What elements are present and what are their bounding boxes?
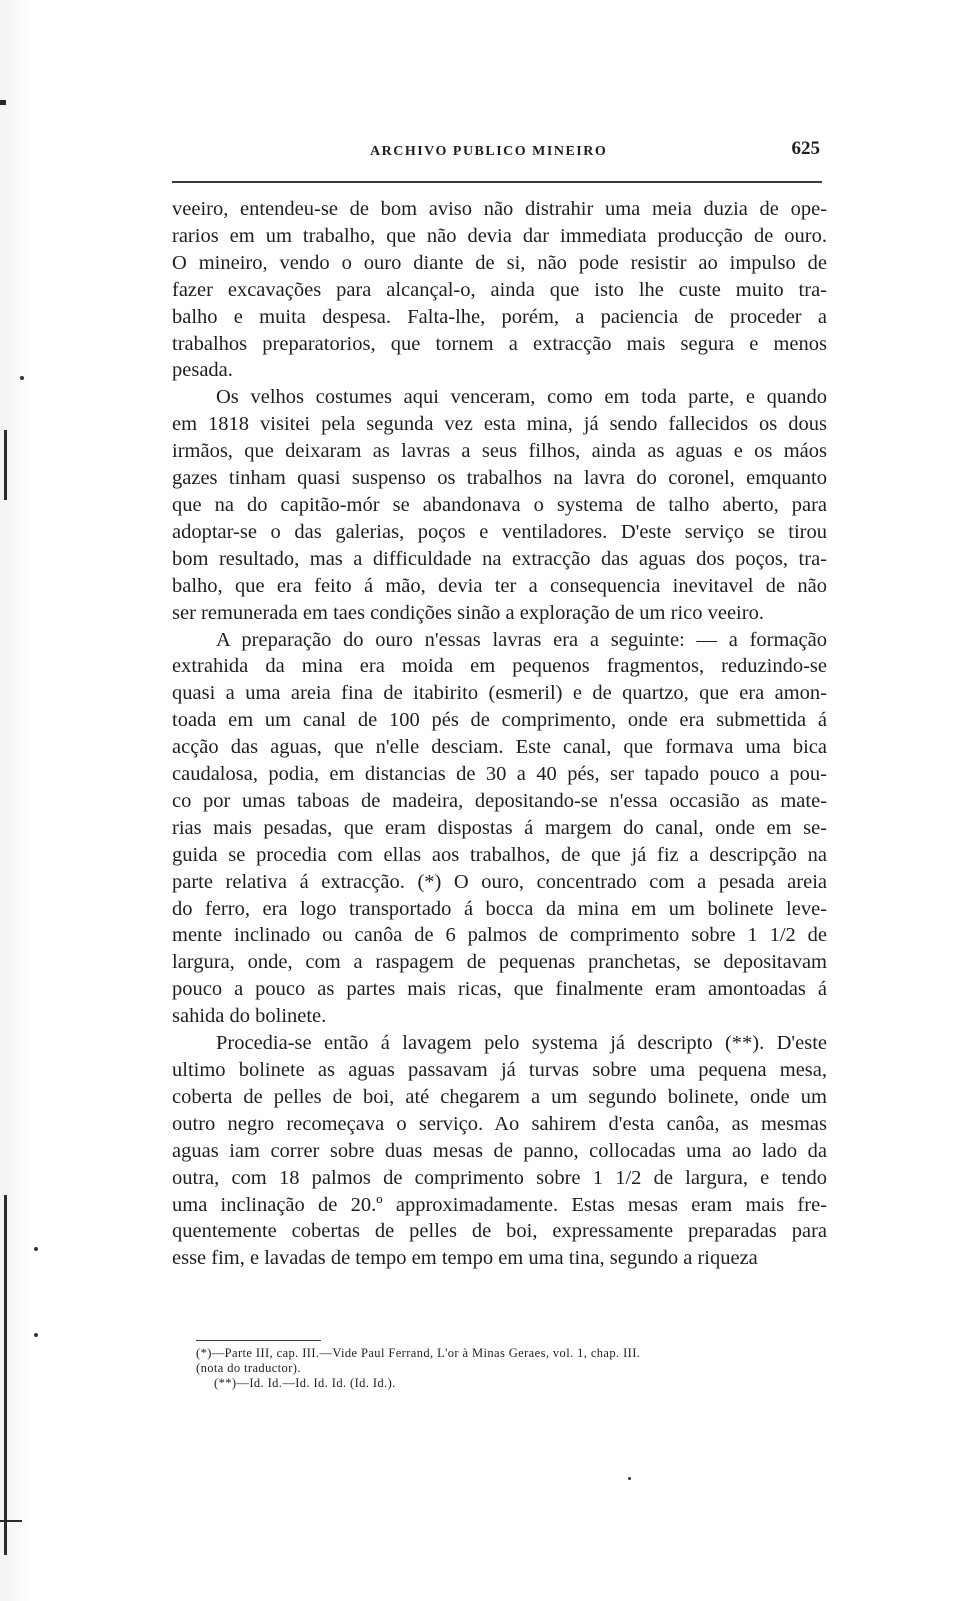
text-line: irmãos, que deixaram as lavras a seus filhos, ainda as aguas e os máos [172,440,827,463]
text-line: fazer excavações para alcançal-o, ainda que isto lhe custe muito tra- [172,278,827,301]
binding-mark [4,430,7,500]
text-line: ultimo bolinete as aguas passavam já turvas sobre uma pequena mesa, [172,1059,827,1081]
paragraph [172,196,827,384]
header-rule [172,181,822,183]
text-line: rias mais pesadas, que eram dispostas á margem do canal, onde em se- [172,816,827,839]
page-header [170,138,820,168]
text-line: em 1818 visitei pela segunda vez esta mina, já sendo fallecidos os dous [172,413,827,436]
text-line: esse fim, e lavadas de tempo em tempo em uma tina, segundo a riqueza [172,1247,758,1270]
scan-speck [20,376,24,380]
footnote-rule [196,1340,321,1341]
text-line: sahida do bolinete. [172,1005,327,1028]
text-line: veeiro, entendeu-se de bom aviso não distrahir uma meia duzia de ope- [172,198,827,220]
binding-mark [0,100,6,105]
text-line: outra, com 18 palmos de comprimento sobre 1 1/2 de largura, e tendo [172,1166,827,1189]
text-line: acção das aguas, que n'elle desciam. Este canal, que formava uma bica [172,736,827,759]
footnote-line: (**)—Id. Id.—Id. Id. Id. (Id. Id.). [214,1376,396,1390]
text-line: largura, onde, com a raspagem de pequenas pranchetas, se depositavam [172,951,827,974]
text-line: mente inclinado ou canôa de 6 palmos de comprimento sobre 1 1/2 de [172,924,827,947]
footnote-line: (*)—Parte III, cap. III.—Vide Paul Ferrand, L'or à Minas Geraes, vol. 1, chap. III. [196,1346,641,1360]
binding-mark [4,1195,7,1555]
paragraph [172,627,827,1031]
text-line: bom resultado, mas a difficuldade na extracção das aguas dos poços, tra- [172,547,827,570]
scan-speck [34,1247,38,1251]
text-line: adoptar-se o das galerias, poços e ventiladores. D'este serviço se tirou [172,520,827,543]
text-line: trabalhos preparatorios, que tornem a extracção mais segura e menos [172,332,827,355]
text-line: O mineiro, vendo o ouro diante de si, não pode resistir ao impulso de [172,251,827,274]
text-line: guida se procedia com ellas aos trabalhos, de que já fiz a descripção na [172,843,827,866]
paragraph [172,384,827,626]
text-line: uma inclinação de 20.º approximadamente. Estas mesas eram mais fre- [172,1193,827,1216]
text-line: extrahida da mina era moida em pequenos fragmentos, reduzindo-se [172,655,827,678]
text-line: balho, que era feito á mão, devia ter a consequencia inevitavel de não [172,574,827,597]
text-line: ser remunerada em taes condições sinão a exploração de um rico veeiro. [172,601,764,624]
text-line: gazes tinham quasi suspenso os trabalhos na lavra do coronel, emquanto [172,467,827,490]
text-line: coberta de pelles de boi, até chegarem a um segundo bolinete, onde um [172,1085,827,1108]
text-line: rarios em um trabalho, que não devia dar immediata producção de ouro. [172,224,827,247]
text-line: outro negro recomeçava o serviço. Ao sahirem d'esta canôa, as mesmas [172,1112,827,1135]
scan-speck [628,1477,631,1480]
page-number: 625 [791,138,820,159]
text-line: do ferro, era logo transportado á bocca da mina em um bolinete leve- [172,897,827,920]
body-text [172,196,827,1272]
text-line: quasi a uma areia fina de itabirito (esmeril) e de quartzo, que era amon- [172,682,827,705]
text-line: pesada. [172,359,233,382]
footnote-line: (nota do traductor). [196,1361,301,1375]
text-line: pouco a pouco as partes mais ricas, que finalmente eram amontoadas á [172,978,827,1001]
text-line: toada em um canal de 100 pés de comprimento, onde era submettida á [172,709,827,732]
paragraph [172,1030,827,1272]
text-line: balho e muita despesa. Falta-lhe, porém, a paciencia de proceder a [172,305,827,328]
text-line: aguas iam correr sobre duas mesas de panno, collocadas uma ao lado da [172,1139,827,1162]
binding-mark [0,1520,22,1522]
text-line: quentemente cobertas de pelles de boi, expressamente preparadas para [172,1220,827,1243]
text-line: Os velhos costumes aqui venceram, como em toda parte, e quando [216,386,827,409]
text-line: Procedia-se então á lavagem pelo systema já descripto (**). D'este [216,1032,827,1055]
text-line: caudalosa, podia, em distancias de 30 a 40 pés, ser tapado pouco a pou- [172,763,827,786]
text-line: que na do capitão-mór se abandonava o systema de talho aberto, para [172,493,827,516]
text-line: A preparação do ouro n'essas lavras era a seguinte: — a formação [216,628,827,651]
text-line: co por umas taboas de madeira, depositando-se n'essa occasião as mate- [172,789,827,812]
scan-speck [34,1333,38,1337]
footnotes [196,1346,846,1391]
text-line: parte relativa á extracção. (*) O ouro, concentrado com a pesada areia [172,870,827,893]
running-head: ARCHIVO PUBLICO MINEIRO [370,144,608,159]
